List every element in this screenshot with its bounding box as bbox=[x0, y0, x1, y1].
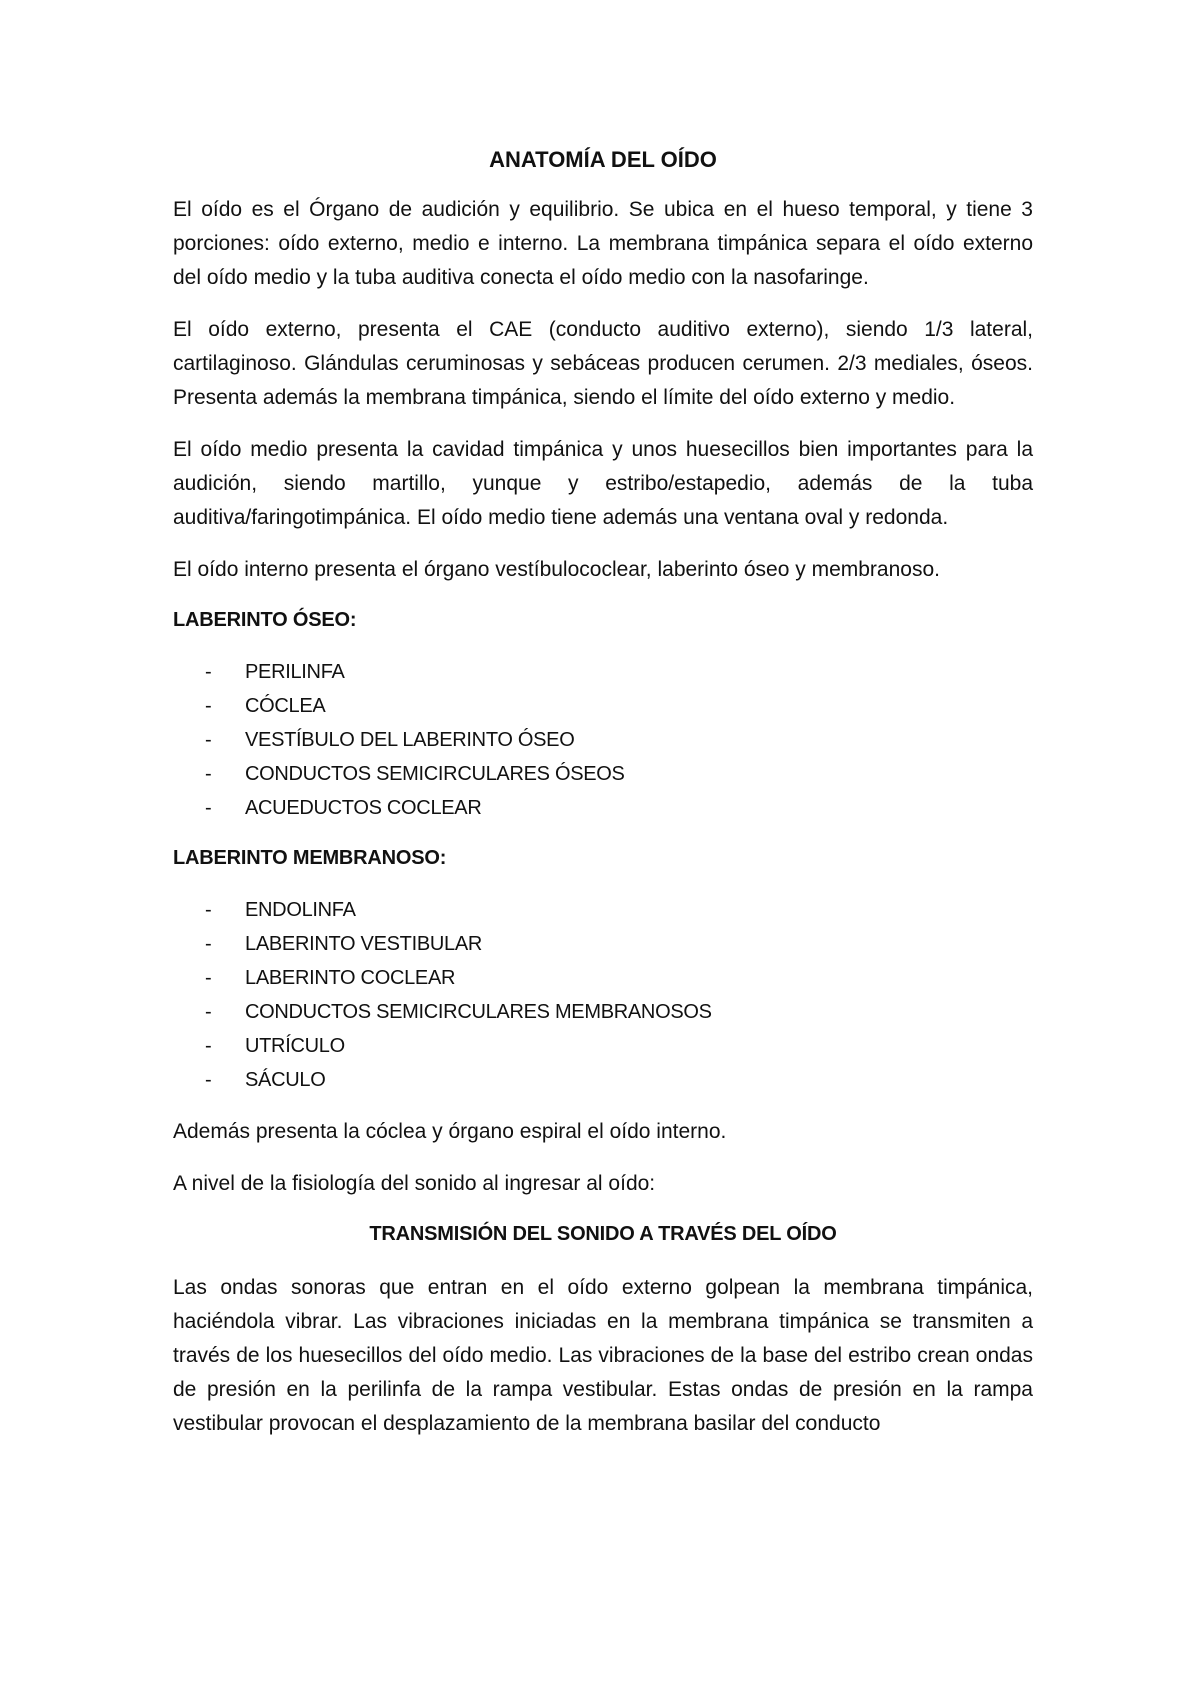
list-dash: - bbox=[205, 661, 212, 683]
laberinto-oseo-heading: LABERINTO ÓSEO: bbox=[173, 609, 357, 631]
list-item bbox=[173, 1063, 1033, 1097]
list-item-label: CONDUCTOS SEMICIRCULARES ÓSEOS bbox=[245, 763, 625, 785]
list-item-label: LABERINTO COCLEAR bbox=[245, 967, 456, 989]
list-item bbox=[173, 655, 1033, 689]
laberinto-membranoso-heading: LABERINTO MEMBRANOSO: bbox=[173, 847, 447, 869]
list-dash: - bbox=[205, 729, 212, 751]
list-item bbox=[173, 995, 1033, 1029]
intro-paragraph-4: El oído interno presenta el órgano vestíbulococlear, laberinto óseo y membranoso. bbox=[173, 558, 940, 581]
list-dash: - bbox=[205, 797, 212, 819]
list-item-label: CONDUCTOS SEMICIRCULARES MEMBRANOSOS bbox=[245, 1001, 712, 1023]
transmision-subtitle: TRANSMISIÓN DEL SONIDO A TRAVÉS DEL OÍDO bbox=[369, 1223, 837, 1245]
list-item bbox=[173, 961, 1033, 995]
list-dash: - bbox=[205, 967, 212, 989]
list-dash: - bbox=[205, 933, 212, 955]
list-item-label: UTRÍCULO bbox=[245, 1035, 345, 1057]
list-item bbox=[173, 893, 1033, 927]
document-page bbox=[173, 145, 1033, 1459]
list-dash: - bbox=[205, 695, 212, 717]
list-item bbox=[173, 689, 1033, 723]
list-item-label: ENDOLINFA bbox=[245, 899, 356, 921]
list-item-label: LABERINTO VESTIBULAR bbox=[245, 933, 483, 955]
transmision-paragraph: Las ondas sonoras que entran en el oído externo golpean la membrana timpánica, haciéndola vibrar. Las vibraciones iniciadas en la membrana timpánica se transmiten a través de los huesecillos del oído medio. Las vibraciones de la base del estribo crean ondas de presión en la perilinfa de la rampa vestibular. Estas ondas de presión en la rampa vestibular provocan el desplazamiento de la membrana basilar del conducto bbox=[173, 1276, 1033, 1435]
list-item bbox=[173, 757, 1033, 791]
list-item-label: CÓCLEA bbox=[245, 695, 326, 717]
cochlea-paragraph: Además presenta la cóclea y órgano espiral el oído interno. bbox=[173, 1120, 727, 1143]
fisiologia-paragraph: A nivel de la fisiología del sonido al ingresar al oído: bbox=[173, 1172, 656, 1195]
laberinto-membranoso-list bbox=[173, 893, 1033, 1097]
list-dash: - bbox=[205, 899, 212, 921]
list-dash: - bbox=[205, 763, 212, 785]
list-item bbox=[173, 927, 1033, 961]
list-item bbox=[173, 791, 1033, 825]
list-item bbox=[173, 1029, 1033, 1063]
list-item bbox=[173, 723, 1033, 757]
intro-paragraph-1: El oído es el Órgano de audición y equilibrio. Se ubica en el hueso temporal, y tiene 3 porciones: oído externo, medio e interno. La membrana timpánica separa el oído externo del oído medio y la tuba auditiva conecta el oído medio con la nasofaringe. bbox=[173, 198, 1033, 289]
laberinto-oseo-list bbox=[173, 655, 1033, 825]
intro-paragraph-3: El oído medio presenta la cavidad timpánica y unos huesecillos bien importantes para la audición, siendo martillo, yunque y estribo/estapedio, además de la tuba auditiva/faringotimpánica. El oído medio tiene además una ventana oval y redonda. bbox=[173, 438, 1033, 529]
list-item-label: SÁCULO bbox=[245, 1069, 326, 1091]
list-item-label: ACUEDUCTOS COCLEAR bbox=[245, 797, 482, 819]
list-dash: - bbox=[205, 1001, 212, 1023]
list-dash: - bbox=[205, 1035, 212, 1057]
intro-paragraph-2: El oído externo, presenta el CAE (conducto auditivo externo), siendo 1/3 lateral, cartilaginoso. Glándulas ceruminosas y sebáceas producen cerumen. 2/3 mediales, óseos. Presenta además la membrana timpánica, siendo el límite del oído externo y medio. bbox=[173, 318, 1033, 409]
list-dash: - bbox=[205, 1069, 212, 1091]
document-title: ANATOMÍA DEL OÍDO bbox=[489, 147, 717, 172]
list-item-label: PERILINFA bbox=[245, 661, 345, 683]
list-item-label: VESTÍBULO DEL LABERINTO ÓSEO bbox=[245, 729, 575, 751]
